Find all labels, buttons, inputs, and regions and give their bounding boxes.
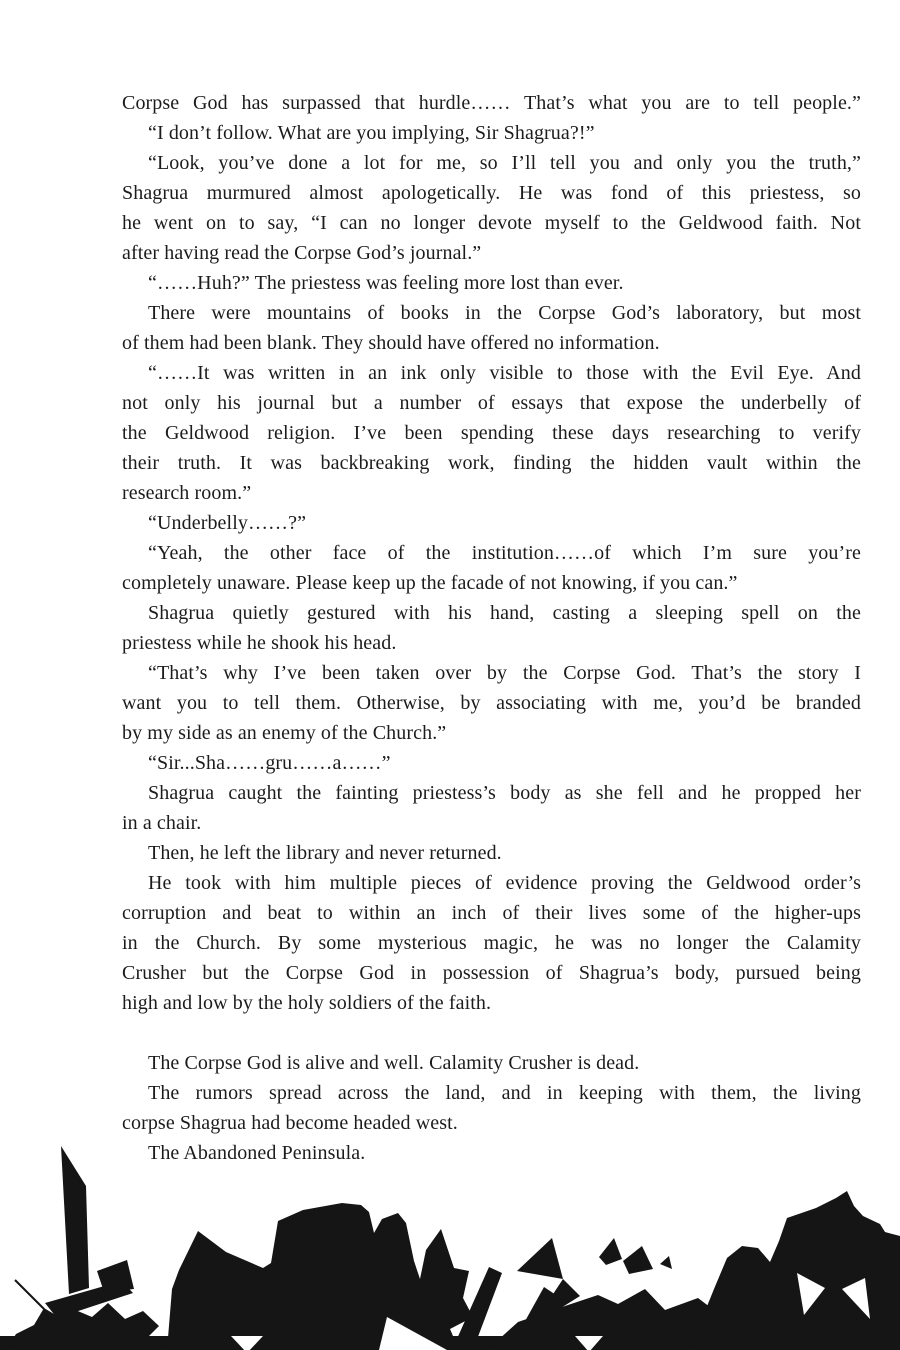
text-line: The Corpse God is alive and well. Calamity Crusher is dead. [148, 1052, 640, 1074]
text-line: The rumors spread across the land, and in keeping with them, the living [148, 1082, 861, 1104]
text-line: he went on to say, “I can no longer devote myself to the Geldwood faith. Not [122, 212, 861, 234]
ink-needle [15, 1280, 44, 1309]
text-line: corpse Shagrua had become headed west. [122, 1112, 458, 1134]
ink-needle [26, 1316, 47, 1333]
text-line: completely unaware. Please keep up the facade of not knowing, if you can.” [122, 572, 738, 594]
text-line: “……Huh?” The priestess was feeling more lost than ever. [148, 272, 624, 294]
ink-slash [452, 1267, 502, 1350]
ink-debris-left [6, 1303, 171, 1350]
ink-crossguard-upper [97, 1260, 134, 1292]
text-line: their truth. It was backbreaking work, finding the hidden vault within the [122, 452, 861, 474]
text-line: The Abandoned Peninsula. [148, 1142, 366, 1164]
page-text [122, 88, 861, 1168]
text-line: “I don’t follow. What are you implying, Sir Shagrua?!” [148, 122, 595, 144]
text-line: Crusher but the Corpse God in possession of Shagrua’s body, pursued being [122, 962, 861, 984]
text-line: by my side as an enemy of the Church.” [122, 722, 447, 744]
text-line: priestess while he shook his head. [122, 632, 397, 654]
text-line: Corpse God has surpassed that hurdle…… That’s what you are to tell people.” [122, 92, 861, 114]
text-line: He took with him multiple pieces of evidence proving the Geldwood order’s [148, 872, 861, 894]
ink-bottom-band [0, 1336, 900, 1350]
ink-central-mass [167, 1203, 473, 1350]
white-notch [842, 1278, 870, 1319]
white-notch [379, 1317, 447, 1350]
text-line: high and low by the holy soldiers of the faith. [122, 992, 492, 1014]
text-line: “Underbelly……?” [148, 512, 307, 534]
ink-slash [509, 1287, 556, 1350]
ink-debris-middle [487, 1289, 763, 1350]
ink-shard-small [660, 1256, 672, 1269]
text-line: in a chair. [122, 812, 202, 834]
text-line: after having read the Corpse God’s journal.” [122, 242, 482, 264]
ink-shard [532, 1279, 580, 1326]
text-line: Shagrua quietly gestured with his hand, casting a sleeping spell on the [148, 602, 861, 624]
text-line: “Sir...Sha……gru……a……” [148, 752, 391, 774]
text-line: of them had been blank. They should have offered no information. [122, 332, 660, 354]
white-notch [231, 1336, 263, 1350]
text-line: Shagrua caught the fainting priestess’s body as she fell and he propped her [148, 782, 861, 804]
text-line: “That’s why I’ve been taken over by the Corpse God. That’s the story I [148, 662, 861, 684]
white-notch [797, 1273, 825, 1315]
ink-crossguard [45, 1281, 133, 1318]
text-line: “Look, you’ve done a lot for me, so I’ll tell you and only you the truth,” [148, 152, 861, 174]
text-line: want you to tell them. Otherwise, by associating with me, you’d be branded [122, 692, 861, 714]
text-line: research room.” [122, 482, 252, 504]
text-line: corruption and beat to within an inch of their lives some of the higher-ups [122, 902, 861, 924]
paragraph-gap [122, 1018, 861, 1048]
text-line: “……It was written in an ink only visible to those with the Evil Eye. And [148, 362, 861, 384]
ink-shard [517, 1238, 563, 1279]
text-line: the Geldwood religion. I’ve been spending these days researching to verify [122, 422, 861, 444]
text-line: There were mountains of books in the Corpse God’s laboratory, but most [148, 302, 861, 324]
ink-shard-small [599, 1238, 622, 1265]
white-notch [575, 1336, 603, 1350]
ink-shard-small [623, 1246, 653, 1274]
ink-right-mass [687, 1191, 900, 1350]
text-line: Then, he left the library and never returned. [148, 842, 502, 864]
ink-shatter-illustration [0, 1140, 900, 1350]
text-line: Shagrua murmured almost apologetically. He was fond of this priestess, so [122, 182, 861, 204]
text-line: “Yeah, the other face of the institution……of which I’m sure you’re [148, 542, 861, 564]
text-line: not only his journal but a number of essays that expose the underbelly of [122, 392, 861, 414]
ink-blade-spike [61, 1146, 89, 1294]
text-line: in the Church. By some mysterious magic, he was no longer the Calamity [122, 932, 861, 954]
